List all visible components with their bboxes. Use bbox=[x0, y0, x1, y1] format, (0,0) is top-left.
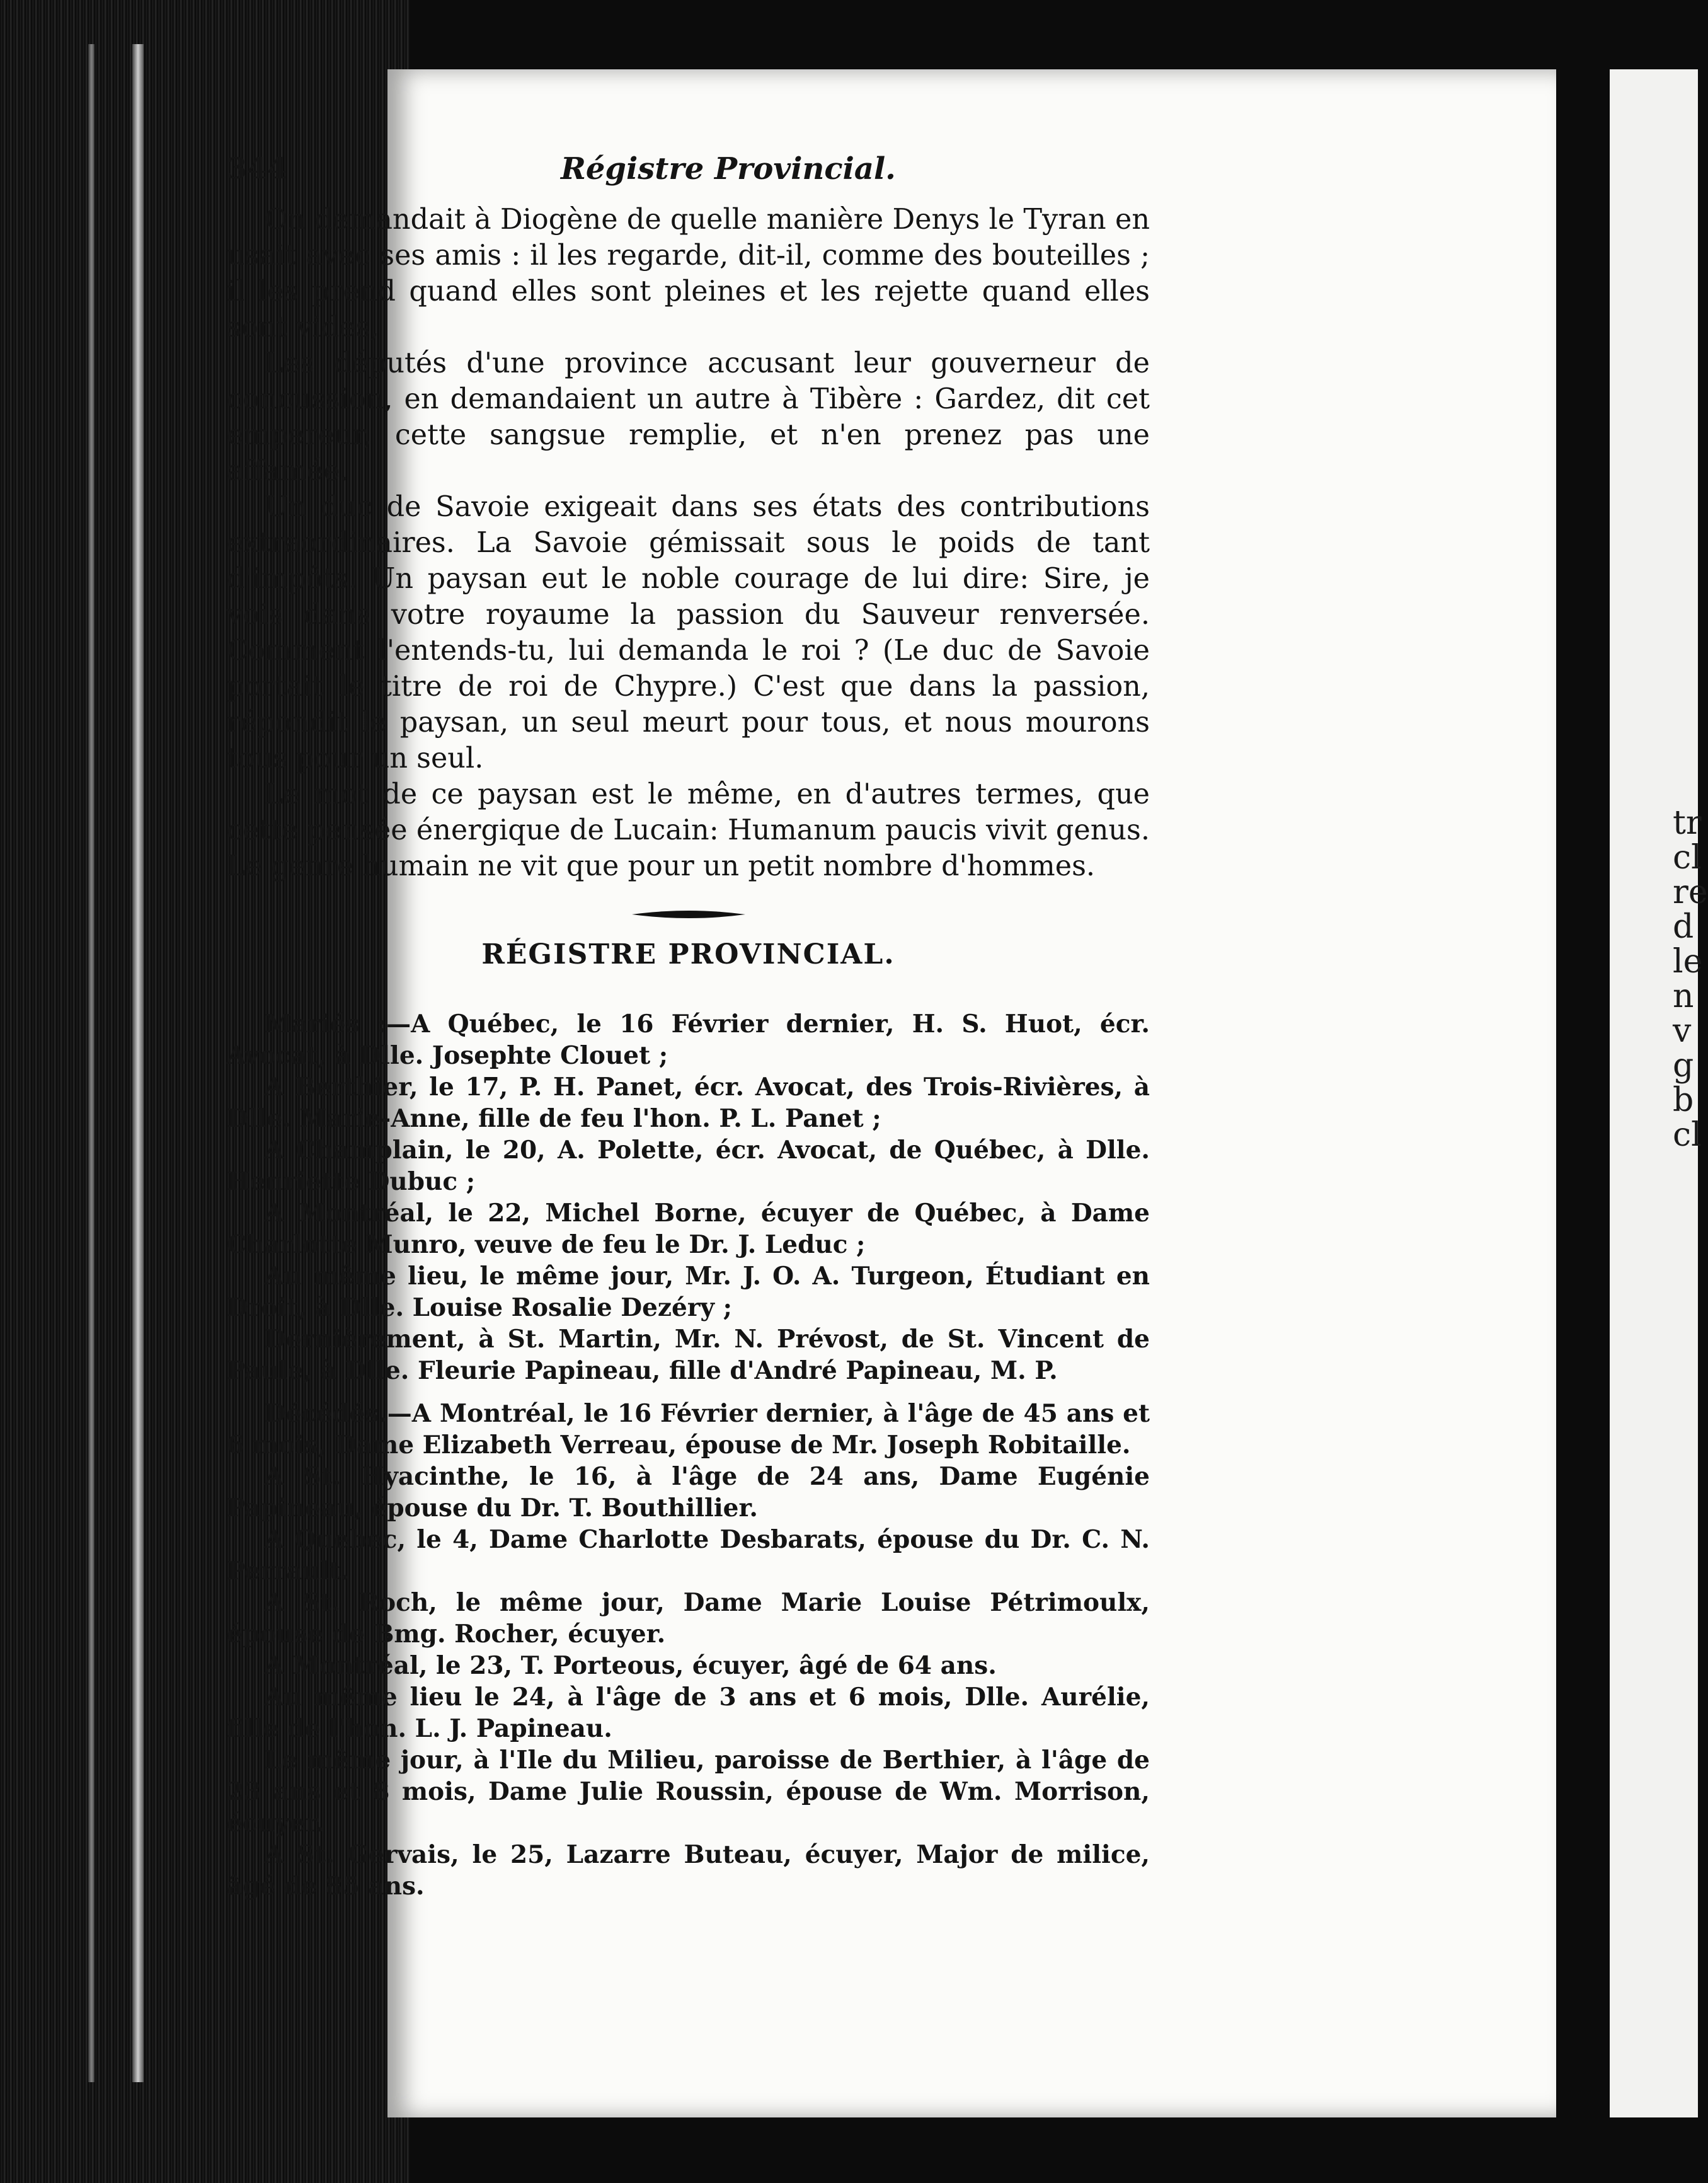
death-entry: Au même lieu le 24, à l'âge de 3 ans et 6 mois, Dlle. Aurélie, fille de l'hon. L. J. Papineau. bbox=[227, 1683, 1150, 1743]
adjacent-page-fragment: le bbox=[1673, 943, 1703, 981]
anecdote-paragraph: Un duc de Savoie exigeait dans ses états des contributions extraordinaires. La Savoie gémissait sous le poids de tant d'impôts. Un paysan eut le noble courage de lui dire: Sire, je vois dans votre royaume la passion du Sauveur renversée. Comment l'entends-tu, lui demanda le roi ? (Le duc de Savoie portait le titre de roi de Chypre.) C'est que dans la passion, répondit le paysan, un seul meurt pour tous, et nous mourons tous pour un seul. bbox=[227, 491, 1150, 775]
adjacent-page-fragment: b bbox=[1673, 1081, 1694, 1119]
page-edge-highlight bbox=[132, 44, 144, 2082]
death-entry: A Montréal, le 23, T. Porteous, écuyer, âgé de 64 ans. bbox=[265, 1651, 997, 1680]
adjacent-page-fragment: cl bbox=[1673, 839, 1702, 877]
section-title: RÉGISTRE PROVINCIAL. bbox=[481, 938, 895, 971]
death-entry: Le même jour, à l'Ile du Milieu, paroisse de Berthier, à l'âge de 23 ans et 8 mois, Dame Julie Roussin, épouse de Wm. Morrison, écuyer. bbox=[227, 1746, 1150, 1838]
death-entry: A St. Gervais, le 25, Lazarre Buteau, écuyer, Major de milice, âgé de 85 ans. bbox=[227, 1840, 1150, 1901]
marriage-entry: Mariés :—A Québec, le 16 Février dernier, H. S. Huot, écr. Avocat, à Dlle. Josephte Clouet ; bbox=[227, 1010, 1150, 1070]
running-head bbox=[227, 151, 1150, 202]
marriage-entry: A Montréal, le 22, Michel Borne, écuyer de Québec, à Dame Charlotte Munro, veuve de feu le Dr. J. Leduc ; bbox=[227, 1199, 1150, 1259]
adjacent-page-fragment: re bbox=[1673, 873, 1708, 911]
marriage-entry: Au même lieu, le même jour, Mr. J. O. A. Turgeon, Étudiant en Droit, à Dlle. Louise Rosalie Dezéry ; bbox=[227, 1262, 1150, 1322]
adjacent-page-fragment: n bbox=[1673, 977, 1694, 1015]
page-text-block bbox=[227, 151, 1150, 1902]
marriage-entry: Dernièrement, à St. Martin, Mr. N. Prévost, de St. Vincent de Paule, à Dlle. Fleurie Papineau, fille d'André Papineau, M. P. bbox=[227, 1325, 1150, 1385]
adjacent-page-fragment: v bbox=[1673, 1012, 1692, 1050]
marriage-entry: A Champlain, le 20, A. Polette, écr. Avocat, de Québec, à Dlle. Henriette Dubuc ; bbox=[227, 1136, 1150, 1196]
anecdote-paragraph: On demandait à Diogène de quelle manière Denys le Tyran en usait avec ses amis : il les regarde, dit-il, comme des bouteilles ; il les prend quand elles sont pleines et les rejette quand elles sont vides, bbox=[227, 204, 1150, 343]
adjacent-page-fragment: d bbox=[1673, 908, 1694, 946]
death-entry: Décédés.—A Montréal, le 16 Février dernier, à l'âge de 45 ans et 6 mois, Dame Elizabeth Verreau, épouse de Mr. Joseph Robitaille. bbox=[227, 1399, 1150, 1460]
death-entry: A St. Hyacinthe, le 16, à l'âge de 24 ans, Dame Eugénie Papineau, épouse du Dr. T. Bouthillier. bbox=[227, 1462, 1150, 1523]
marriage-entry: A Berthier, le 17, P. H. Panet, écr. Avocat, des Trois-Rivières, à Dlle. Marie-Anne, fille de feu l'hon. P. L. Panet ; bbox=[227, 1073, 1150, 1133]
adjacent-page-fragment: cl bbox=[1673, 1116, 1702, 1154]
adjacent-page-fragment: tr bbox=[1673, 804, 1702, 842]
page-number: 344 bbox=[227, 151, 288, 185]
anecdote-paragraph: Le mot de ce paysan est le même, en d'autres termes, que cette pensée énergique de Lucain: Humanum paucis vivit genus. Le genre humain ne vit que pour un petit nombre d'hommes. bbox=[227, 778, 1150, 882]
anecdote-paragraph: Les députés d'une province accusant leur gouverneur de concussion, en demandaient un autre à Tibère : Gardez, dit cet empereur, cette sangsue remplie, et n'en prenez pas une affamée. bbox=[227, 347, 1150, 487]
running-title: Régistre Provincial. bbox=[561, 151, 896, 187]
page-edge-highlight bbox=[88, 44, 95, 2082]
death-entry: A Quebec, le 4, Dame Charlotte Desbarats, épouse du Dr. C. N. Perrault. bbox=[227, 1525, 1150, 1586]
adjacent-page bbox=[1610, 69, 1708, 2117]
section-divider-ornament bbox=[632, 907, 745, 922]
death-entry: A St. Roch, le même jour, Dame Marie Louise Pétrimoulx, épouse de Bmg. Rocher, écuyer. bbox=[227, 1588, 1150, 1649]
adjacent-page-fragment: g bbox=[1673, 1047, 1694, 1085]
